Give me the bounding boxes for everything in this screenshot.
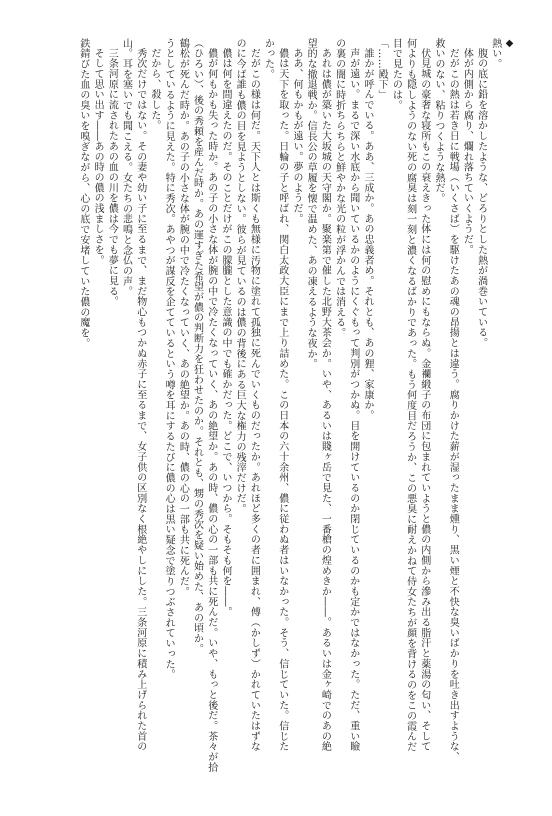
text-line: 山。耳を塞いでも聞こえる。女たちの悲鳴と念仏の声。 (120, 38, 132, 297)
text-line: だがこの熱は若き日に戦場（いくさば）を駆けたあの魂の昂揚とは違う。腐りかけた薪が湿ったまま燻り、黒い煙と不快な臭いばかりを吐き出すような、 (447, 48, 459, 763)
text-line: そして思い出す――あの時の儂の浅ましさを。 (92, 48, 104, 266)
text-line: 腹の底に鉛を溶かしたような、どろりとした熱が渦巻いている。 (475, 48, 487, 349)
text-line: 鉄錆びた血の臭いを嗅ぎながら、心の底で安堵していた儂の魔を。 (77, 38, 89, 349)
text-line: 熱い。 (489, 38, 501, 70)
section-marker: ◆ (504, 38, 515, 50)
text-line: だがこの様は何だ。天下人とは斯くも無様に汚物に塗れて孤独に死んでいくものだったか。あれほど多くの者に囲まれ、傅（かしず）かれていたはずな (248, 48, 260, 752)
text-line: 体が内側から腐り、爛れ落ちていくようだ。 (461, 48, 473, 255)
text-line: かった。 (262, 38, 274, 80)
text-line: のに今ば誰も儂の目を見ようとしない。彼らが見ているのは儂の背後にある巨大な権力の残滓だけだ。 (234, 38, 246, 515)
text-line: 何よりも隠しようのない死の腐臭は刻一刻と濃くなるばかりであった。もう何度目だろうか、この悪臭に耐えかねて侍女たちが顔を背けるのをこの霞んだ (404, 38, 416, 753)
text-line: 誰かが呼んでいる。ああ、三成か。あの忠義者め。それとも、あの狸、家康か。 (361, 48, 373, 421)
text-line: の裏の闇に時折ちらちらと鮮やかな光の粒が浮かんでは消える。 (333, 38, 345, 339)
text-line: 望的な撤退戦か。信長公の草履を懐で温めた、あの凍えるような夜か。 (305, 38, 317, 370)
text-line: 伏見城の豪奢な寝所もこの衰えきった体には何の慰めにもならぬ。金襴緞子の布団に包まれていようと儂の内側から滲み出る脂汗と薬湯の匂い、そして (418, 48, 430, 752)
text-line: 救いのない、粘りつくような熱だ。 (432, 38, 444, 204)
text-line: ああ、何もかもが遠い。夢のようだ。 (290, 48, 302, 224)
dialogue-line: 「……殿下」 (376, 38, 388, 101)
text-line: 鶴松が死んだ時か。あの子の小さな体が腕の中で冷たくなっていく、あの絶望か。あの時、儂の心の一部も共に死んだ。 (177, 38, 189, 597)
text-line: だから、殺した。 (148, 48, 160, 131)
text-line: 三条河原に流されたあの血の川を儂は今でも夢に見る。 (106, 48, 118, 307)
text-line: 儂が何もかも失った時か。あの子の小さな体が腕の中で冷たくなっていく、あの絶望か。あの時、儂の心の一部も共に死んだ。いや、もっと後だ。茶々が拾 (205, 48, 217, 773)
text-line: （ひろい）、後の秀頼を産んだ時か。あの運すぎた希望が儂の判断力を狂わせたのか。それとも、甥の秀次を疑い始めた、あの頃か。 (191, 38, 203, 654)
text-line: 儂は何を間違えたのだ。そのことだけがこの朦朧とした意識の中でも確かだった。どこで、いつから。そもそも何を――。 (219, 48, 231, 618)
text-line: 声が遠い。まるで深い水底から聞いているかのようにくぐもって判別がつかぬ。目を開けているのか閉じているのかも定かではなかった。ただ、重い瞼 (347, 48, 359, 752)
text-line: 目で見たのは。 (390, 38, 402, 111)
text-line: あれは儂が築いた大坂城の天守閣か。聚楽第で催した北野大茶会か。いや、あるいは賤ヶ岳で見た、一番槍の煌めきか――。あるいは金ヶ崎でのあの絶 (319, 48, 331, 752)
text-line: 秀次だけではない。その妻や幼い子に至るまで、まだ物心もつかぬ赤子に至るまで、女子供の区別なく根絶やしにした。三条河原に積み上げられた首の (134, 48, 146, 752)
text-line: 儂は天下を取った。日輪の子と呼ばれ、関白太政大臣にまで上り詰めた。この日本の六十余州、儂に従わぬ者はいなかった。そう、信じていた。信じた (276, 48, 288, 752)
text-line: うとしているように見えた。特に秀次。あやつが謀反を企てているという噂を耳にするたびに儂の心は黒い疑念で塗りつぶされていった。 (163, 38, 175, 680)
vertical-text-body (28, 38, 516, 780)
